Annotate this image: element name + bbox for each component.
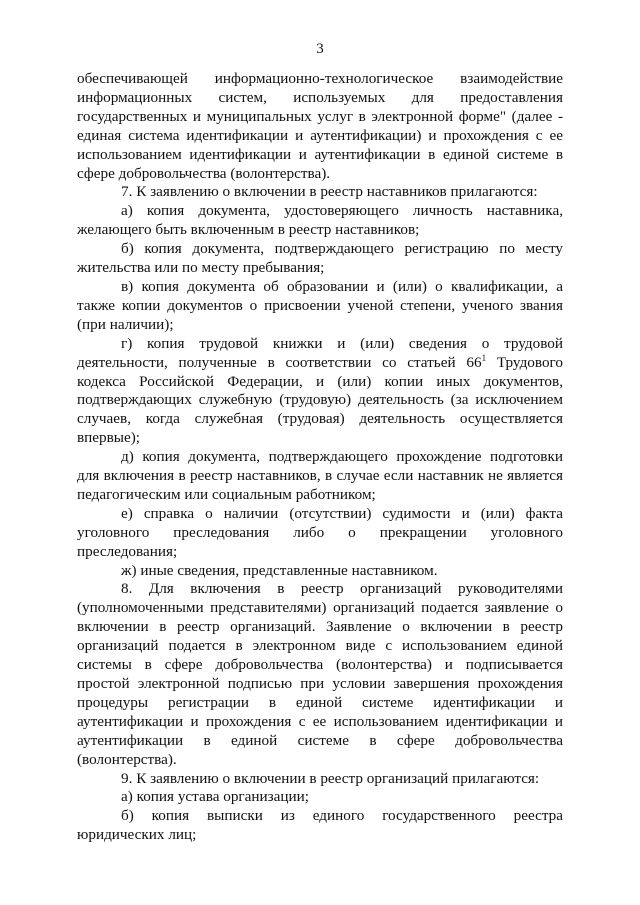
paragraph-7a: а) копия документа, удостоверяющего личность наставника, желающего быть включенным в реестр наставников;	[77, 202, 563, 239]
paragraph-7: 7. К заявлению о включении в реестр наставников прилагаются:	[121, 183, 538, 201]
page-number: 3	[316, 41, 324, 57]
paragraph-7d: д) копия документа, подтверждающего прохождение подготовки для включения в реестр наставников, в случае если наставник не является педагогическим или социальным работником;	[77, 448, 563, 503]
paragraph-7b: б) копия документа, подтверждающего регистрацию по месту жительства или по месту пребывания;	[77, 240, 563, 277]
paragraph-7e: е) справка о наличии (отсутствии) судимости и (или) факта уголовного преследования либо о прекращении уголовного преследования;	[77, 504, 563, 560]
paragraph-9: 9. К заявлению о включении в реестр организаций прилагаются:	[121, 769, 540, 787]
paragraph-9b: б) копия выписки из единого государственного реестра юридических лиц;	[77, 807, 563, 844]
paragraph-7v: в) копия документа об образовании и (или) о квалификации, а также копии документов о присвоении ученой степени, ученого звания (при наличии);	[77, 277, 563, 333]
paragraph-continuation: обеспечивающей информационно-технологическое взаимодействие информационных систем, используемых для предоставления государственных и муниципальных услуг в электронной форме" (далее - единая система идентификации и аутентификации) и прохождения с ее использованием идентификации и аутентификации в единой системе в сфере добровольчества (волонтерства).	[77, 70, 563, 182]
paragraph-7zh: ж) иные сведения, представленные наставником.	[121, 561, 438, 579]
paragraph-7g	[77, 335, 563, 448]
paragraph-8: 8. Для включения в реестр организаций руководителями (уполномоченными представителями) организаций подается заявление о включении в реестр организаций. Заявление о включении в реестр организаций подается в электронном виде с использованием единой системы в сфере добровольчества (волонтерства) и подписывается простой электронной подписью при условии завершения прохождения процедуры регистрации в единой системе идентификации и аутентификации и прохождения с ее использованием идентификации и аутентификации в единой системе в сфере добровольчества (волонтерства).	[77, 580, 563, 768]
document-body	[77, 70, 563, 845]
paragraph-9a: а) копия устава организации;	[121, 788, 309, 806]
article-superscript: 1	[481, 352, 487, 363]
paragraph-7g-text-after: Трудового кодекса Российской Федерации, и (или) копии иных документов, подтверждающих служебную (трудовую) деятельность (за исключением случаев, когда служебная (трудовая) деятельность осуществляется впервые);	[77, 353, 563, 447]
paragraph-7g-text-before: г) копия трудовой книжки и (или) сведения о трудовой деятельности, полученные в соответствии со статьей 66	[77, 334, 563, 371]
